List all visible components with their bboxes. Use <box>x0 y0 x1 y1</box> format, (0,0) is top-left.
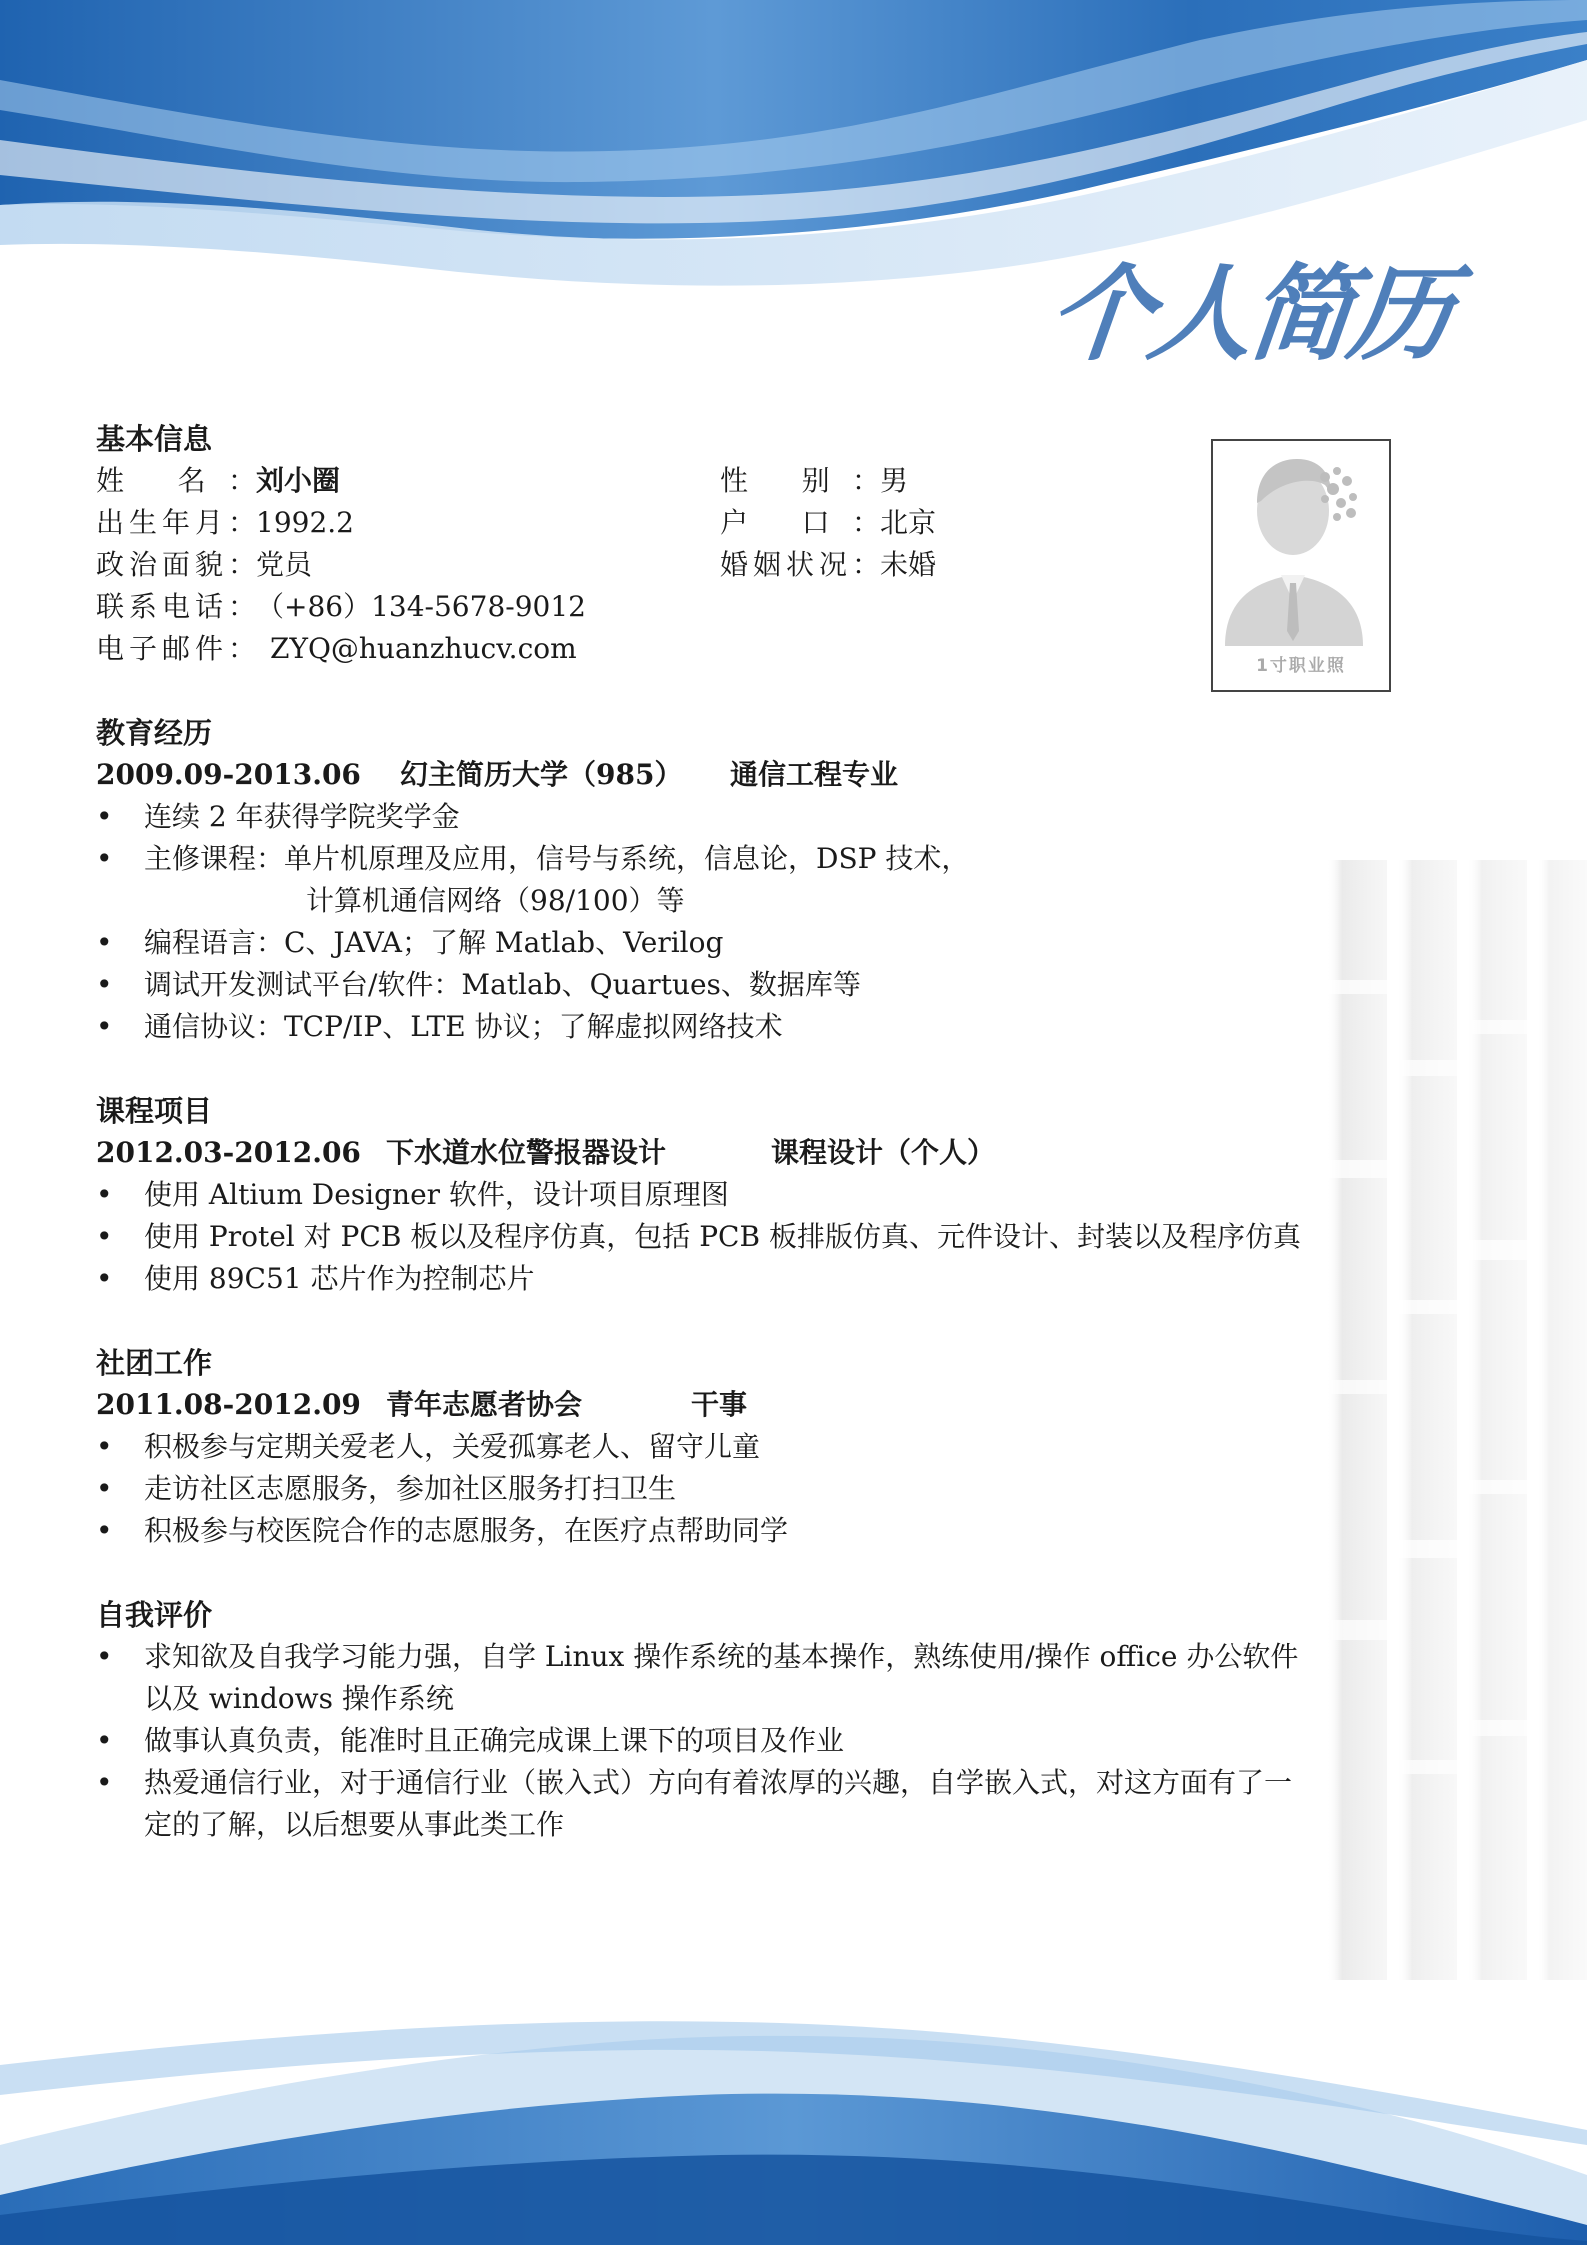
marital-value: 未婚 <box>880 548 937 581</box>
club-org: 青年志愿者协会 <box>386 1388 583 1421</box>
gender-label: 性 别： <box>720 464 880 497</box>
self-eval-item: • 求知欲及自我学习能力强，自学 Linux 操作系统的基本操作，熟练使用/操作 office 办公软件以及 windows 操作系统 <box>96 1636 1316 1720</box>
education-item: • 主修课程：单片机原理及应用，信号与系统，信息论，DSP 技术， <box>96 838 1316 880</box>
club-role: 干事 <box>691 1388 748 1421</box>
side-watermark-decoration <box>1287 860 1587 1980</box>
section-heading-project: 课程项目 <box>96 1094 213 1128</box>
gender-value: 男 <box>880 464 909 497</box>
hukou-value: 北京 <box>880 506 937 539</box>
club-period: 2011.08-2012.09 <box>96 1388 361 1421</box>
name-label: 姓 名： <box>96 464 256 497</box>
project-role: 课程设计（个人） <box>771 1136 996 1169</box>
self-eval-item: • 做事认真负责，能准时且正确完成课上课下的项目及作业 <box>96 1720 1316 1762</box>
email-label: 电子邮件： <box>96 632 256 665</box>
section-heading-education: 教育经历 <box>96 716 213 750</box>
project-item: • 使用 Protel 对 PCB 板以及程序仿真，包括 PCB 板排版仿真、元件设计、封装以及程序仿真 <box>96 1216 1316 1258</box>
phone-value: （+86）134-5678-9012 <box>256 590 586 623</box>
birth-value: 1992.2 <box>256 506 354 539</box>
basic-info-row-1 <box>96 460 1316 502</box>
club-header <box>96 1384 1316 1426</box>
education-item: • 编程语言：C、JAVA；了解 Matlab、Verilog <box>96 922 1316 964</box>
education-header <box>96 754 1316 796</box>
education-item: • 调试开发测试平台/软件：Matlab、Quartues、数据库等 <box>96 964 1316 1006</box>
project-item: • 使用 89C51 芯片作为控制芯片 <box>96 1258 1316 1300</box>
section-heading-club: 社团工作 <box>96 1346 213 1380</box>
resume-content <box>96 418 1316 1846</box>
section-heading-self-eval: 自我评价 <box>96 1598 213 1632</box>
email-line <box>96 628 1316 670</box>
club-item: • 走访社区志愿服务，参加社区服务打扫卫生 <box>96 1468 1316 1510</box>
photo-caption: 1寸职业照 <box>1256 656 1346 676</box>
project-name: 下水道水位警报器设计 <box>386 1136 667 1169</box>
club-item: • 积极参与校医院合作的志愿服务，在医疗点帮助同学 <box>96 1510 1316 1552</box>
basic-info-row-2 <box>96 502 1316 544</box>
self-eval-item: • 热爱通信行业，对于通信行业（嵌入式）方向有着浓厚的兴趣，自学嵌入式，对这方面有了一定的了解，以后想要从事此类工作 <box>96 1762 1316 1846</box>
section-heading-basic-info: 基本信息 <box>96 422 213 456</box>
email-value: ZYQ@huanzhucv.com <box>270 632 577 665</box>
project-header <box>96 1132 1316 1174</box>
phone-label: 联系电话： <box>96 590 256 623</box>
bottom-wave-decoration <box>0 1945 1587 2245</box>
political-value: 党员 <box>256 548 313 581</box>
hukou-label: 户 口： <box>720 506 880 539</box>
education-major: 通信工程专业 <box>730 758 899 791</box>
political-label: 政治面貌： <box>96 548 256 581</box>
name-value: 刘小圈 <box>256 464 341 497</box>
phone-line <box>96 586 1316 628</box>
project-item: • 使用 Altium Designer 软件，设计项目原理图 <box>96 1174 1316 1216</box>
basic-info-row-3 <box>96 544 1316 586</box>
education-item-continued: 计算机通信网络（98/100）等 <box>306 884 685 917</box>
marital-label: 婚姻状况： <box>720 548 880 581</box>
education-item: • 连续 2 年获得学院奖学金 <box>96 796 1316 838</box>
project-period: 2012.03-2012.06 <box>96 1136 361 1169</box>
education-school: 幻主简历大学（985） <box>400 758 683 791</box>
resume-title: 个人简历 <box>1042 253 1456 375</box>
club-item: • 积极参与定期关爱老人，关爱孤寡老人、留守儿童 <box>96 1426 1316 1468</box>
education-period: 2009.09-2013.06 <box>96 758 361 791</box>
birth-label: 出生年月： <box>96 506 256 539</box>
education-item: • 通信协议：TCP/IP、LTE 协议；了解虚拟网络技术 <box>96 1006 1316 1048</box>
